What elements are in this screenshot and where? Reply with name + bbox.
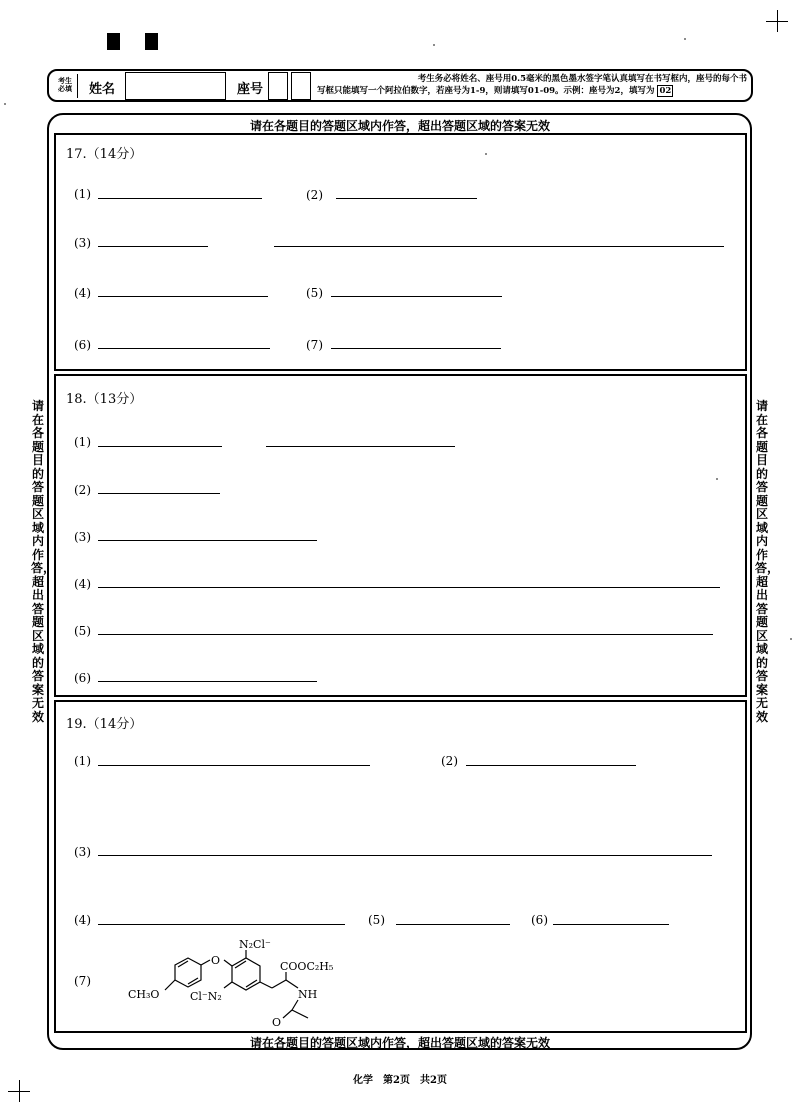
q18-label-5: (5) xyxy=(74,624,91,638)
bottom-warning-banner: 请在各题目的答题区域内作答，超出答题区域的答案无效 xyxy=(249,1036,550,1050)
q19-label-4: (4) xyxy=(74,913,91,927)
q17-label-4: (4) xyxy=(74,286,91,300)
diazonium-bond-bottom xyxy=(224,982,232,988)
q18-label-2: (2) xyxy=(74,483,91,497)
top-warning-banner: 请在各题目的答题区域内作答，超出答题区域的答案无效 xyxy=(249,119,550,133)
q17-label-7: (7) xyxy=(306,338,323,352)
q19-answer-line-4[interactable] xyxy=(98,924,345,925)
q18-label-3: (3) xyxy=(74,530,91,544)
student-info-bar xyxy=(47,69,753,102)
q19-answer-line-3[interactable] xyxy=(98,855,712,856)
registration-mark-left xyxy=(107,33,120,50)
acetyl-methyl-bond xyxy=(292,1010,308,1018)
question-18-title: 18.（13分） xyxy=(66,392,143,407)
q17-label-5: (5) xyxy=(306,286,323,300)
q18-label-4: (4) xyxy=(74,577,91,591)
scan-speck xyxy=(433,44,435,46)
seat-label: 座号 xyxy=(237,82,264,97)
q18-answer-line-1a[interactable] xyxy=(98,446,222,447)
scan-speck xyxy=(4,103,6,105)
q18-answer-line-6[interactable] xyxy=(98,681,317,682)
q18-answer-line-5[interactable] xyxy=(98,634,713,635)
label-diazonium-top: N₂Cl⁻ xyxy=(239,938,271,951)
q17-label-2: (2) xyxy=(306,188,323,202)
amide-bond xyxy=(292,1000,298,1010)
seat-instructions xyxy=(317,73,747,97)
label-carbonyl-o: O xyxy=(272,1016,282,1029)
amine-bond xyxy=(286,980,298,988)
q19-label-1: (1) xyxy=(74,754,91,768)
badge-divider xyxy=(77,74,78,98)
scan-speck xyxy=(790,638,792,640)
methoxy-bond xyxy=(165,980,175,990)
q19-answer-line-2[interactable] xyxy=(466,765,636,766)
seat-digit-1[interactable] xyxy=(268,72,288,100)
q19-label-7: (7) xyxy=(74,974,91,988)
label-nh: NH xyxy=(298,988,318,1001)
chemical-structure xyxy=(120,930,360,1030)
q19-answer-line-5[interactable] xyxy=(396,924,510,925)
side-chain-ch2 xyxy=(260,982,272,988)
q17-label-6: (6) xyxy=(74,338,91,352)
registration-mark-right xyxy=(145,33,158,50)
name-label: 姓名 xyxy=(89,82,116,97)
q17-answer-line-3a[interactable] xyxy=(98,246,208,247)
scan-speck xyxy=(684,38,686,40)
q19-answer-line-1[interactable] xyxy=(98,765,370,766)
ether-bond-left xyxy=(201,960,210,965)
q18-answer-line-1b[interactable] xyxy=(266,446,455,447)
ether-bond-right xyxy=(224,960,232,966)
question-19-title: 19.（14分） xyxy=(66,717,143,732)
label-ether-o: O xyxy=(211,954,221,967)
question-18-box xyxy=(54,374,747,697)
q19-label-2: (2) xyxy=(441,754,458,768)
example-seat: 02 xyxy=(659,86,672,96)
label-ester: COOC₂H₅ xyxy=(280,960,334,973)
q17-answer-line-7[interactable] xyxy=(331,348,501,349)
label-diazonium-bottom: Cl⁻N₂ xyxy=(190,990,222,1003)
q18-label-1: (1) xyxy=(74,435,91,449)
q19-answer-line-6[interactable] xyxy=(553,924,669,925)
q17-answer-line-3b[interactable] xyxy=(274,246,724,247)
q17-answer-line-4[interactable] xyxy=(98,296,268,297)
scan-speck xyxy=(485,153,487,155)
q19-label-5: (5) xyxy=(368,913,385,927)
q19-label-6: (6) xyxy=(531,913,548,927)
seat-digit-2[interactable] xyxy=(291,72,311,100)
carbonyl-bond xyxy=(283,1010,292,1018)
scan-speck xyxy=(716,478,718,480)
question-17-title: 17.（14分） xyxy=(66,147,143,162)
instruction-line-1: 考生务必将姓名、座号用0.5毫米的黑色墨水签字笔认真填写在书写框内，座号的每个书 xyxy=(417,74,747,84)
question-17-box xyxy=(54,133,747,371)
q17-answer-line-1[interactable] xyxy=(98,198,262,199)
q19-label-3: (3) xyxy=(74,845,91,859)
side-chain-ch xyxy=(272,980,286,988)
q17-label-1: (1) xyxy=(74,187,91,201)
q17-label-3: (3) xyxy=(74,236,91,250)
left-side-warning: 请在各题目的答题区域内作答，超出答题区域的答案无效 xyxy=(31,399,56,724)
label-methoxy: CH₃O xyxy=(128,988,160,1001)
q18-answer-line-3[interactable] xyxy=(98,540,317,541)
q18-label-6: (6) xyxy=(74,671,91,685)
q18-answer-line-2[interactable] xyxy=(98,493,220,494)
q17-answer-line-5[interactable] xyxy=(331,296,502,297)
q17-answer-line-2[interactable] xyxy=(336,198,477,199)
required-badge: 考生必填 xyxy=(58,76,72,93)
instruction-line-2-text: 写框只能填写一个阿拉伯数字，若座号为1-9，则请填写01-09。示例：座号为2，填写为 xyxy=(317,86,655,96)
right-side-warning: 请在各题目的答题区域内作答，超出答题区域的答案无效 xyxy=(755,399,780,724)
q17-answer-line-6[interactable] xyxy=(98,348,270,349)
instruction-line-2 xyxy=(317,85,747,97)
name-field[interactable] xyxy=(125,72,226,100)
q18-answer-line-4[interactable] xyxy=(98,587,720,588)
page-footer: 化学 第2页 共2页 xyxy=(353,1075,447,1086)
anisole-ring xyxy=(175,958,201,987)
central-ring xyxy=(232,958,260,990)
